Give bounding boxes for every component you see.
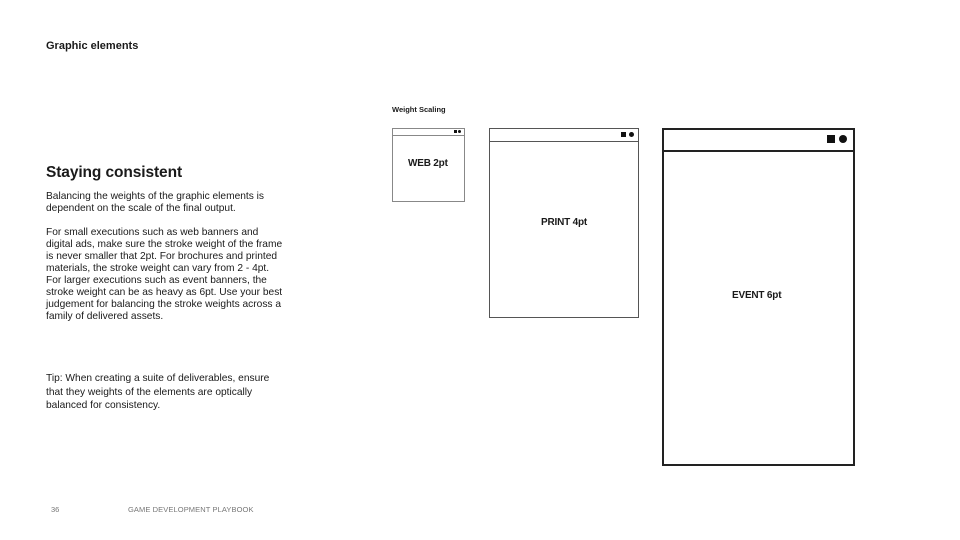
body-text (46, 191, 286, 335)
event-frame-mockup (662, 128, 855, 466)
intro-paragraph: Balancing the weights of the graphic elements is dependent on the scale of the final output. (46, 191, 265, 214)
event-frame-title-bar (664, 130, 853, 152)
guidance-paragraph: For small executions such as web banners and digital ads, make sure the stroke weight of the frame is never smaller that 2pt. For brochures and printed materials, the stroke weight can vary from 2 - 4pt. For larger executions such as event banners, the stroke weight can be as heavy as 6pt. Use your best judgement for balancing the stroke weights across a family of delivered assets. (46, 227, 283, 322)
window-controls (827, 135, 847, 143)
print-frame-label: PRINT 4pt (541, 217, 587, 228)
print-frame-title-bar (490, 129, 638, 142)
circle-icon (629, 132, 634, 137)
square-icon (621, 132, 626, 137)
figure-caption: Weight Scaling (392, 105, 446, 114)
square-icon (454, 130, 457, 133)
event-frame-label: EVENT 6pt (732, 290, 782, 301)
web-frame-label: WEB 2pt (408, 158, 448, 169)
section-label: Graphic elements (46, 40, 139, 52)
web-frame-mockup (392, 128, 465, 202)
square-icon (827, 135, 835, 143)
tip-text: Tip: When creating a suite of deliverables, ensure that they weights of the elements are optically balanced for consistency. (46, 373, 270, 411)
page-number: 36 (51, 505, 60, 514)
print-frame-mockup (489, 128, 639, 318)
circle-icon (839, 135, 847, 143)
circle-icon (458, 130, 461, 133)
page-title: Staying consistent (46, 164, 183, 181)
web-frame-title-bar (393, 129, 464, 136)
footer-title: GAME DEVELOPMENT PLAYBOOK (128, 505, 254, 514)
window-controls (621, 132, 634, 137)
window-controls (454, 130, 461, 133)
